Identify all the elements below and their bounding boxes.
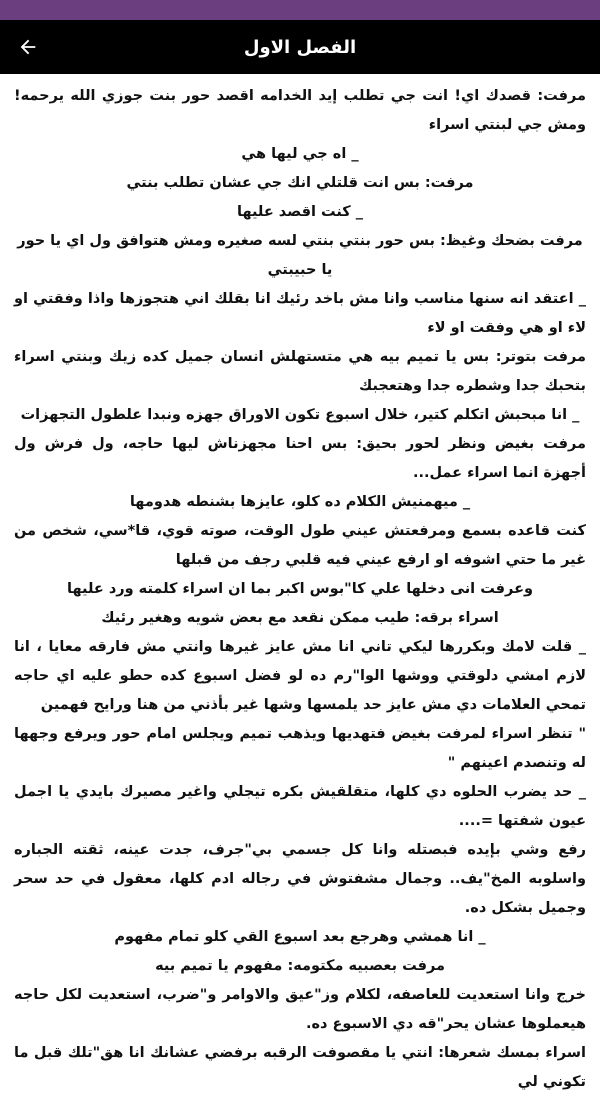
paragraph: _ اعتقد انه سنها مناسب وانا مش باخد رئيك انا بقلك اني هتجوزها واذا وفقتي او لاء او هي وفقت او لاء: [14, 291, 586, 336]
paragraph: اسراء برقه: طيب ممكن نقعد مع بعض شويه وهغير رئيك: [101, 610, 499, 626]
page-title: الفصل الاول: [243, 36, 357, 58]
chapter-text: [0, 74, 600, 1097]
paragraph: مرفت بضحك وغيظ: بس حور بنتي بنتي لسه صغيره ومش هتوافق ول اي يا حور يا حبيبتي: [17, 233, 583, 278]
paragraph: رفع وشي بإيده فبصتله وانا كل جسمي بي"جرف، جدت عينه، ثقته الجباره واسلوبه المخ"يف.. وجمال مشفتوش في رجاله ادم كلها، معقول في حد سحر وجميل بشكل ده.: [14, 842, 586, 916]
arrow-back-icon: [17, 36, 39, 58]
paragraph: _ ميهمنيش الكلام ده كلو، عايزها بشنطه هدومها: [129, 494, 471, 510]
paragraph: اسراء بمسك شعرها: انتي يا مقصوفت الرقبه برفضي عشانك انا هق"تلك قبل ما تكوني لي: [14, 1045, 586, 1090]
paragraph: كنت قاعده بسمع ومرفعتش عيني طول الوقت، صوته قوي، قا*سي، شخص من غير ما حتي اشوفه او ارفع عيني فيه قلبي رجف من قبلها: [14, 523, 586, 568]
paragraph: مرفت بعصبيه مكتومه: مفهوم يا تميم بيه: [155, 958, 445, 974]
chapter-content[interactable]: [0, 74, 600, 1090]
paragraph: مرفت: قصدك اي! انت جي تطلب إيد الخدامه اقصد حور بنت جوزي الله يرحمه! ومش جي لبنتي اسراء: [14, 88, 586, 133]
paragraph: وعرفت انى دخلها علي كا"بوس اكبر بما ان اسراء كلمته ورد عليها: [67, 581, 533, 597]
app-bar: [0, 20, 600, 74]
paragraph: _ كنت اقصد عليها: [237, 204, 363, 220]
paragraph: _ قلت لامك وبكررها ليكي تاني انا مش عايز غيرها وانتي مش فارقه معايا ، انا لازم امشي دلوقتي ووشها الوا"رم ده لو فضل اسبوع كده حطو عليه اي حاجه تمحي العلامات دي مش عايز حد يلمسها وشها غير بأذني من هنا ورايح فهمين: [14, 639, 586, 713]
paragraph: مرفت: بس انت قلتلي انك جي عشان تطلب بنتي: [126, 175, 474, 191]
paragraph: مرفت بتوتر: بس يا تميم بيه هي متستهلش انسان جميل كده زيك وبنتي اسراء بتحبك جدا وشطره جدا وهتعجبك: [14, 349, 586, 394]
paragraph: خرج وانا استعديت للعاصفه، لكلام وز"عيق والاوامر و"ضرب، استعديت لكل حاجه هيعملوها عشان يحر"قه دي الاسبوع ده.: [14, 987, 586, 1032]
paragraph: _ اه جي ليها هي: [241, 146, 359, 162]
paragraph: _ انا همشي وهرجع بعد اسبوع القي كلو تمام مفهوم: [114, 929, 486, 945]
paragraph: _ حد يضرب الحلوه دي كلها، متقلقيش بكره تيجلي واغير مصيرك بايدي يا اجمل عيون شفتها =....: [14, 784, 586, 829]
paragraph: _ انا مبحبش اتكلم كتير، خلال اسبوع تكون الاوراق جهزه ونبدا علطول التجهزات: [20, 407, 580, 423]
status-bar: [0, 0, 600, 20]
back-button[interactable]: [8, 27, 48, 67]
paragraph: " تنظر اسراء لمرفت بغيض فتهديها ويذهب تميم ويجلس امام حور ويرفع وجهها له وتنصدم اعينهم ": [14, 726, 586, 771]
paragraph: مرفت بغيض ونظر لحور بحيق: بس احنا مجهزناش ليها حاجه، ول فرش ول أجهزة انما اسراء عمل...: [14, 436, 586, 481]
